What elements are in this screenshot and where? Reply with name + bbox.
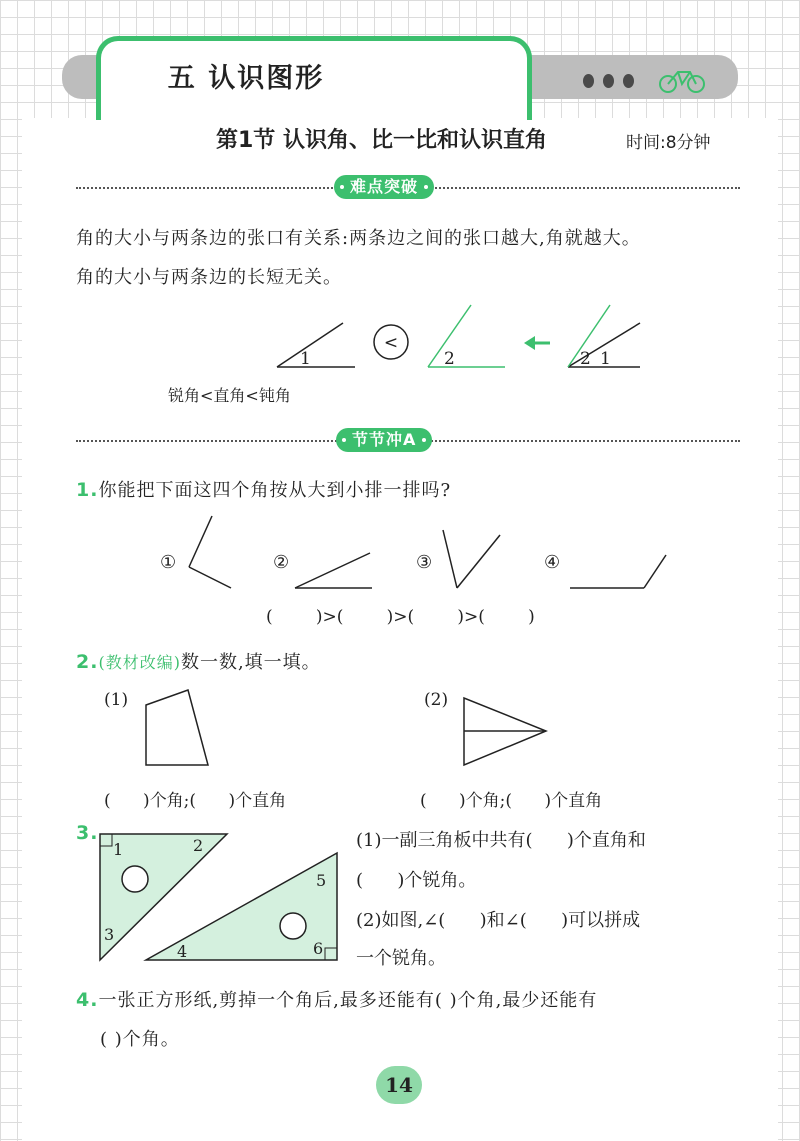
question-text: 数一数,填一填。 (180, 652, 321, 673)
compare-symbol: < (383, 333, 399, 353)
q1-angle-3 (443, 530, 500, 588)
question-3-number (76, 822, 98, 844)
angle-label: 1 (600, 349, 611, 369)
question-4 (76, 986, 597, 1012)
question-number: 3. (76, 822, 99, 844)
key-point-line2: 角的大小与两条边的长短无关。 (76, 267, 342, 288)
q1-angle-2 (295, 553, 372, 588)
angle-order: 锐角<直角<钝角 (168, 386, 291, 405)
angle-number-5: 5 (316, 871, 327, 890)
answer-blanks[interactable]: ( )个角;( )个直角 (420, 791, 603, 811)
angle-label: 1 (300, 349, 311, 369)
arrow-left-icon (524, 336, 550, 350)
angle-figure-1 (277, 323, 355, 367)
angle-label: ① (160, 552, 177, 573)
angle-label: 2 (444, 349, 455, 369)
question-number: 1. (76, 479, 99, 501)
angle-figure-2 (428, 305, 505, 367)
sub-question-label: (1) (104, 690, 129, 710)
angle-label: ② (273, 552, 290, 573)
q3-line4: 一个锐角。 (356, 948, 446, 969)
page-number: 14 (376, 1066, 422, 1104)
time-limit: 时间:8分钟 (626, 133, 711, 153)
section-title: 第1节 认识角、比一比和认识直角 (216, 128, 547, 153)
q2-triangle-figure (464, 698, 546, 765)
angle-label: ④ (544, 552, 561, 573)
q1-angle-4 (570, 555, 666, 588)
angle-label: 2 (580, 349, 591, 369)
answer-blanks[interactable]: ( )个角;( )个直角 (104, 791, 287, 811)
q3-line1: (1)一副三角板中共有( )个直角和 (356, 830, 646, 851)
angle-number-3: 3 (104, 925, 115, 944)
question-text: 你能把下面这四个角按从大到小排一排吗? (98, 480, 452, 501)
angle-number-4: 4 (177, 942, 188, 961)
badge-practice: 节节冲A (336, 428, 432, 452)
badge-difficulty: 难点突破 (334, 175, 434, 199)
question-1 (76, 476, 451, 502)
q1-angle-1 (189, 516, 231, 588)
key-point-line1: 角的大小与两条边的张口有关系:两条边之间的张口越大,角就越大。 (76, 228, 641, 249)
angle-label: ③ (416, 552, 433, 573)
unit-title: 五 认识图形 (167, 63, 325, 94)
question-text: 一张正方形纸,剪掉一个角后,最多还能有( )个角,最少还能有 (98, 990, 598, 1011)
question-number: 2. (76, 651, 99, 673)
sub-question-label: (2) (424, 690, 449, 710)
question-2 (76, 648, 321, 674)
q3-line3: (2)如图,∠( )和∠( )可以拼成 (356, 910, 641, 931)
angle-number-2: 2 (193, 836, 204, 855)
question-tag: (教材改编) (98, 653, 181, 672)
q2-quadrilateral (146, 690, 208, 765)
angle-number-6: 6 (313, 939, 324, 958)
q3-line2: ( )个锐角。 (356, 870, 477, 891)
angle-number-1: 1 (113, 840, 124, 859)
answer-blanks[interactable]: ( )>( )>( )>( ) (266, 607, 535, 627)
question-number: 4. (76, 989, 99, 1011)
question-4-line2: ( )个角。 (100, 1029, 180, 1050)
